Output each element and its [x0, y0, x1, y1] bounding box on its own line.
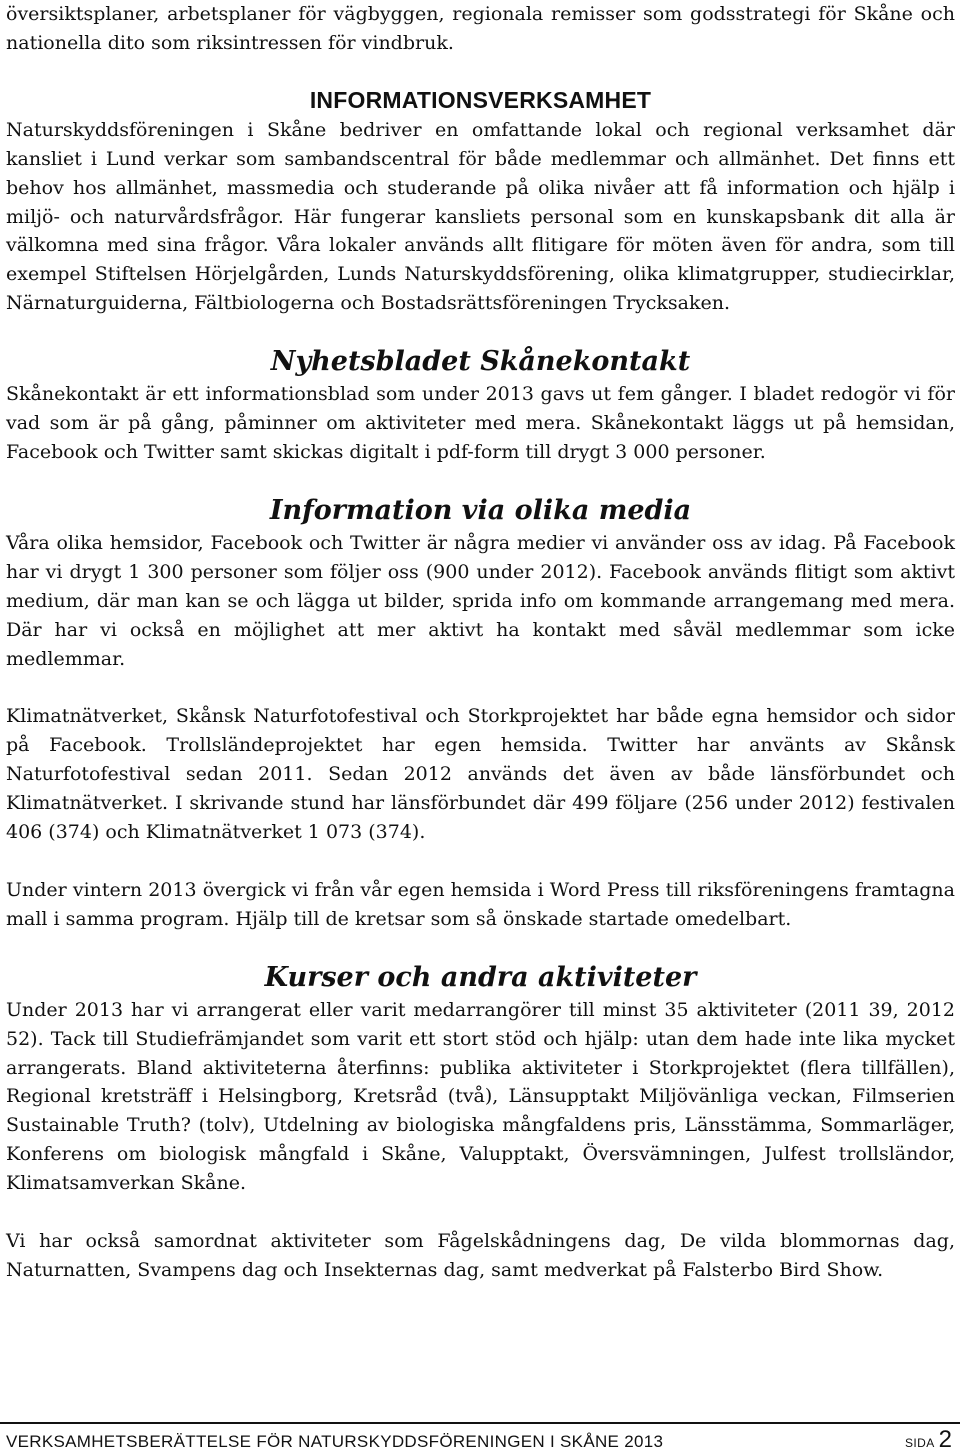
media-paragraph-3: Under vintern 2013 övergick vi från vår egen hemsida i Word Press till riksföreningens framtagna mall i samma program. Hjälp till de kretsar som så önskade startade omedelbart. — [6, 878, 955, 930]
nyhetsbladet-paragraph: Skånekontakt är ett informationsblad som under 2013 gavs ut fem gånger. I bladet redogör vi för vad som är på gång, påminner om aktiviteter med mera. Skånekontakt läggs ut på hemsidan, Facebook och Twitter samt skickas digitalt i pdf-form till drygt 3 000 personer. — [6, 383, 955, 463]
informationsverksamhet-paragraph: Naturskyddsföreningen i Skåne bedriver en omfattande lokal och regional verksamhet där kansliet i Lund verkar som sambandscentral för både medlemmar och allmänhet. Det finns ett behov hos allmänhet, massmedia och studerande på olika nivåer att få information och hjälp i miljö- och naturvårdsfrågor. Här fungerar kansliets personal som en kunskapsbank dit alla är välkomna med sina frågor. Våra lokaler används allt flitigare för möten även för andra, som till exempel Stiftelsen Hörjelgården, Lunds Naturskyddsförening, olika klimatgrupper, studiecirklar, Närnaturguiderna, Fältbiologerna och Bostadsrättsföreningen Trycksaken. — [6, 118, 955, 315]
spacer — [6, 467, 955, 493]
document-page — [6, 0, 955, 1285]
kurser-paragraph-1: Under 2013 har vi arrangerat eller varit medarrangörer till minst 35 aktiviteter (2011 39, 2012 52). Tack till Studiefrämjandet som varit ett stort stöd och hjälp: utan dem hade inte lika mycket arrangerats. Bland aktiviteterna återfinns: publika aktiviteter i Storkprojektet (flera tillfällen), Regional kretsträff i Helsingborg, Kretsråd (två), Länsupptakt Miljövänliga veckan, Filmserien Sustainable Truth? (tolv), Utdelning av biologiska mångfaldens pris, Länsstämma, Sommarläger, Konferens om biologisk mångfald i Skåne, Valupptakt, Översvämningen, Julfest trollsländor, Klimatsamverkan Skåne. — [6, 998, 955, 1195]
intro-paragraph: översiktsplaner, arbetsplaner för vägbyggen, regionala remisser som godsstrategi för Skåne och nationella dito som riksintressen för vindbruk. — [6, 3, 955, 54]
spacer — [6, 1198, 955, 1227]
spacer — [6, 318, 955, 344]
page-number: 2 — [938, 1426, 952, 1453]
heading-nyhetsbladet: Nyhetsbladet Skånekontakt — [270, 346, 691, 378]
heading-kurser: Kurser och andra aktiviteter — [264, 961, 697, 993]
spacer — [6, 934, 955, 960]
spacer — [6, 847, 955, 876]
footer-title: VERKSAMHETSBERÄTTELSE FÖR NATURSKYDDSFÖRENINGEN I SKÅNE 2013 — [6, 1432, 664, 1451]
page-footer — [0, 1422, 960, 1455]
page-number-block — [905, 1426, 952, 1454]
footer-divider — [0, 1422, 960, 1424]
kurser-paragraph-2: Vi har också samordnat aktiviteter som Fågelskådningens dag, De vilda blommornas dag, Naturnatten, Svampens dag och Insekternas dag, samt medverkat på Falsterbo Bird Show. — [6, 1230, 955, 1281]
page-label: SIDA — [905, 1436, 935, 1450]
spacer — [6, 673, 955, 702]
heading-media: Information via olika media — [269, 494, 692, 526]
media-paragraph-1: Våra olika hemsidor, Facebook och Twitter är några medier vi använder oss av idag. På Facebook har vi drygt 1 300 personer som följer oss (900 under 2012). Facebook används flitigt som aktivt medium, där man kan se och lägga ut bilder, sprida info om kommande arrangemang med mera. Där har vi också en möjlighet att mer aktivt ha kontakt med såväl medlemmar som icke medlemmar. — [6, 531, 955, 670]
heading-informationsverksamhet: INFORMATIONSVERKSAMHET — [309, 86, 652, 113]
media-paragraph-2: Klimatnätverket, Skånsk Naturfotofestival och Storkprojektet har både egna hemsidor och sidor på Facebook. Trollsländeprojektet har egen hemsida. Twitter har använts av Skånsk Naturfotofestival sedan 2011. Sedan 2012 används det även av både länsförbundet och Klimatnätverket. I skrivande stund har länsförbundet där 499 följare (256 under 2012) festivalen 406 (374) och Klimatnätverket 1 073 (374). — [6, 705, 955, 844]
